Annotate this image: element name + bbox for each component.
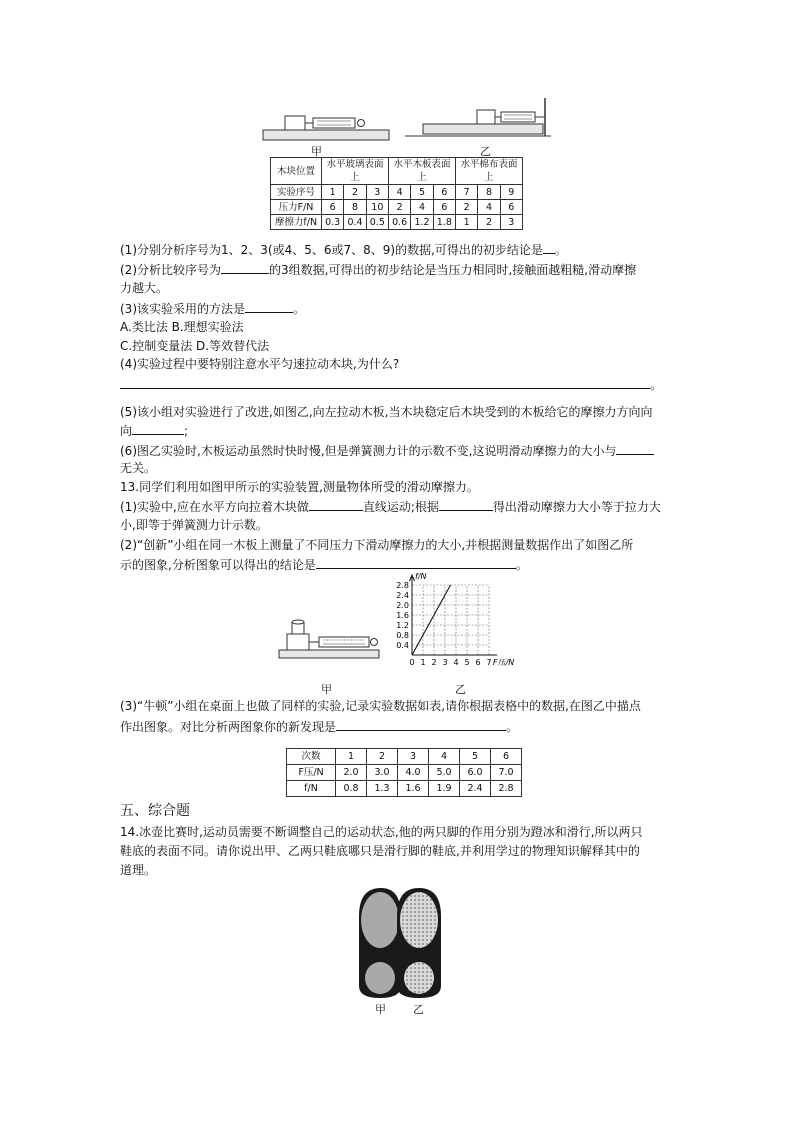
table-row bbox=[271, 185, 523, 200]
table-cell: 水平棉布表面上 bbox=[456, 158, 523, 185]
q12-part3 bbox=[120, 299, 305, 318]
table-cell: 1.2 bbox=[411, 215, 433, 230]
answer-blank[interactable] bbox=[543, 240, 555, 254]
table-cell: 0.3 bbox=[322, 215, 344, 230]
answer-blank[interactable] bbox=[132, 421, 184, 435]
q13-p3-end: 。 bbox=[506, 720, 519, 734]
fig3-label-jia: 甲 bbox=[375, 1003, 386, 1016]
table-cell: 4.0 bbox=[398, 765, 429, 781]
table-row bbox=[271, 200, 523, 215]
x-tick-label: 3 bbox=[442, 658, 448, 667]
fig1-label-yi: 乙 bbox=[480, 145, 491, 158]
table-cell: 6 bbox=[500, 200, 522, 215]
q13-p1-text: (1)实验中,应在水平方向拉着木块做 bbox=[120, 500, 309, 514]
y-tick-label: 1.2 bbox=[396, 621, 409, 630]
answer-blank[interactable] bbox=[309, 497, 363, 511]
x-axis-label: F压/N bbox=[493, 658, 515, 667]
q12-p5-text: 向 bbox=[120, 424, 133, 438]
q12-part4: (4)实验过程中要特别注意水平匀速拉动木块,为什么? bbox=[120, 357, 400, 371]
answer-blank[interactable] bbox=[245, 299, 293, 313]
table-cell: 次数 bbox=[287, 749, 336, 765]
table-cell: 0.5 bbox=[366, 215, 388, 230]
table-cell: 8 bbox=[344, 200, 366, 215]
table-row bbox=[287, 765, 522, 781]
q12-part4-answer bbox=[120, 375, 662, 394]
q14-line3: 道理。 bbox=[120, 863, 157, 877]
q14-line1: 14.冰壶比赛时,运动员需要不断调整自己的运动状态,他的两只脚的作用分别为蹬冰和滑行,所以两只 bbox=[120, 825, 643, 839]
table-cell: 压力F/N bbox=[271, 200, 322, 215]
table-cell: F压/N bbox=[287, 765, 336, 781]
table-cell: 4 bbox=[429, 749, 460, 765]
fig2-label-yi: 乙 bbox=[455, 683, 466, 696]
table-cell: 2.4 bbox=[460, 781, 491, 797]
q12-p1-text: (1)分别分析序号为1、2、3(或4、5、6或7、8、9)的数据,可得出的初步结论是 bbox=[120, 243, 543, 257]
x-tick-label: 1 bbox=[420, 658, 426, 667]
table-row bbox=[287, 749, 522, 765]
x-tick-label: 0 bbox=[409, 658, 415, 667]
q13-part2: (2)“创新”小组在同一木板上测量了不同压力下滑动摩擦力的大小,并根据测量数据作出了如图乙所 bbox=[120, 538, 634, 552]
table-cell: 2 bbox=[367, 749, 398, 765]
table-row bbox=[271, 215, 523, 230]
table-cell: 0.6 bbox=[389, 215, 411, 230]
shoe-soles-figure bbox=[353, 886, 449, 1000]
table-cell: 2.0 bbox=[336, 765, 367, 781]
y-tick-label: 2.8 bbox=[396, 581, 409, 590]
table-cell: 4 bbox=[389, 185, 411, 200]
table-cell: 8 bbox=[478, 185, 500, 200]
table-cell: 2 bbox=[456, 200, 478, 215]
q12-part5: (5)该小组对实验进行了改进,如图乙,向左拉动木板,当木块稳定后木块受到的木板给它的摩擦力方向向 bbox=[120, 405, 653, 419]
q12-p4-end: 。 bbox=[650, 378, 663, 392]
table-cell: 0.4 bbox=[344, 215, 366, 230]
q12-part2-cont: 力越大。 bbox=[120, 281, 169, 295]
y-tick-label: 0.4 bbox=[396, 641, 409, 650]
y-tick-label: 2.0 bbox=[396, 601, 409, 610]
table-cell: 1.3 bbox=[367, 781, 398, 797]
answer-blank[interactable] bbox=[316, 555, 516, 569]
table-cell: 3 bbox=[366, 185, 388, 200]
table-cell: 2 bbox=[344, 185, 366, 200]
table-cell: f/N bbox=[287, 781, 336, 797]
newton-data-table bbox=[286, 748, 522, 797]
y-axis-label: f/N bbox=[415, 572, 427, 581]
q12-p3-text: (3)该实验采用的方法是 bbox=[120, 302, 245, 316]
table-cell: 实验序号 bbox=[271, 185, 322, 200]
q13-p3-text: 作出图象。对比分析两图象你的新发现是 bbox=[120, 720, 337, 734]
fig1-label-jia: 甲 bbox=[311, 145, 322, 158]
friction-data-table bbox=[270, 157, 523, 230]
q12-part2 bbox=[120, 260, 636, 279]
answer-blank[interactable] bbox=[616, 441, 654, 455]
table-cell: 1 bbox=[336, 749, 367, 765]
table-row bbox=[287, 781, 522, 797]
table-cell: 6 bbox=[491, 749, 522, 765]
q14-line2: 鞋底的表面不同。请你说出甲、乙两只鞋底哪只是滑行脚的鞋底,并利用学过的物理知识解释其中的 bbox=[120, 844, 640, 858]
q12-options-ab: A.类比法 B.理想实验法 bbox=[120, 320, 244, 334]
table-cell: 2 bbox=[389, 200, 411, 215]
table-cell: 9 bbox=[500, 185, 522, 200]
x-tick-label: 7 bbox=[486, 658, 492, 667]
table-cell: 2 bbox=[478, 215, 500, 230]
friction-pressure-chart bbox=[366, 568, 516, 684]
table-cell: 7.0 bbox=[491, 765, 522, 781]
answer-blank[interactable] bbox=[221, 260, 269, 274]
table-cell: 4 bbox=[478, 200, 500, 215]
q13-p1-text-c: 得出滑动摩擦力大小等于拉力大 bbox=[492, 500, 661, 514]
section-title: 五、综合题 bbox=[120, 803, 190, 819]
table-cell: 1 bbox=[456, 215, 478, 230]
table-cell: 3 bbox=[500, 215, 522, 230]
q13-part1-cont: 小,即等于弹簧测力计示数。 bbox=[120, 518, 268, 532]
friction-apparatus-figure bbox=[255, 96, 555, 148]
table-cell: 0.8 bbox=[336, 781, 367, 797]
q13-stem: 13.同学们利用如图甲所示的实验装置,测量物体所受的滑动摩擦力。 bbox=[120, 480, 479, 494]
answer-blank[interactable] bbox=[120, 375, 650, 389]
q12-part5-cont bbox=[120, 421, 188, 440]
table-cell: 摩擦力f/N bbox=[271, 215, 322, 230]
x-tick-label: 2 bbox=[431, 658, 437, 667]
answer-blank[interactable] bbox=[439, 497, 493, 511]
table-cell: 水平玻璃表面上 bbox=[322, 158, 389, 185]
table-cell: 6 bbox=[433, 185, 455, 200]
q12-p2-text-b: 的3组数据,可得出的初步结论是当压力相同时,接触面越粗糙,滑动摩擦 bbox=[269, 263, 637, 277]
table-cell: 3 bbox=[398, 749, 429, 765]
fig2-label-jia: 甲 bbox=[321, 683, 332, 696]
q12-options-cd: C.控制变量法 D.等效替代法 bbox=[120, 339, 270, 353]
q12-p6-text: (6)图乙实验时,木板运动虽然时快时慢,但是弹簧测力计的示数不变,这说明滑动摩擦力的大小与 bbox=[120, 444, 617, 458]
y-tick-label: 1.6 bbox=[396, 611, 409, 620]
q12-part6 bbox=[120, 441, 654, 460]
answer-blank[interactable] bbox=[336, 717, 506, 731]
q13-p2-text: 示的图象,分析图象可以得出的结论是 bbox=[120, 558, 316, 572]
table-cell: 2.8 bbox=[491, 781, 522, 797]
q13-part1 bbox=[120, 497, 661, 516]
table-cell: 5 bbox=[411, 185, 433, 200]
q13-part3-cont bbox=[120, 717, 518, 736]
table-cell: 7 bbox=[456, 185, 478, 200]
x-tick-label: 4 bbox=[453, 658, 459, 667]
q12-p1-end: 。 bbox=[554, 243, 567, 257]
fig3-label-yi: 乙 bbox=[413, 1003, 424, 1016]
table-cell: 10 bbox=[366, 200, 388, 215]
y-tick-label: 2.4 bbox=[396, 591, 409, 600]
q13-p1-text-b: 直线运动;根据 bbox=[362, 500, 439, 514]
table-cell: 1 bbox=[322, 185, 344, 200]
q13-part3: (3)“牛顿”小组在桌面上也做了同样的实验,记录实验数据如表,请你根据表格中的数据,在图乙中描点 bbox=[120, 699, 641, 713]
q12-p3-end: 。 bbox=[293, 302, 306, 316]
table-cell: 1.9 bbox=[429, 781, 460, 797]
q12-part1 bbox=[120, 240, 567, 259]
x-tick-label: 5 bbox=[464, 658, 470, 667]
table-cell: 水平木板表面上 bbox=[389, 158, 456, 185]
q12-p2-text: (2)分析比较序号为 bbox=[120, 263, 221, 277]
table-cell: 1.8 bbox=[433, 215, 455, 230]
q13-p2-end: 。 bbox=[515, 558, 528, 572]
q12-part6-cont: 无关。 bbox=[120, 461, 157, 475]
table-cell: 5 bbox=[460, 749, 491, 765]
x-tick-label: 6 bbox=[475, 658, 481, 667]
table-cell: 6 bbox=[433, 200, 455, 215]
table-cell: 6 bbox=[322, 200, 344, 215]
y-tick-label: 0.8 bbox=[396, 631, 409, 640]
table-cell: 木块位置 bbox=[271, 158, 322, 185]
table-cell: 6.0 bbox=[460, 765, 491, 781]
table-cell: 5.0 bbox=[429, 765, 460, 781]
table-cell: 1.6 bbox=[398, 781, 429, 797]
table-cell: 4 bbox=[411, 200, 433, 215]
q12-p5-end: ; bbox=[184, 424, 189, 438]
table-cell: 3.0 bbox=[367, 765, 398, 781]
